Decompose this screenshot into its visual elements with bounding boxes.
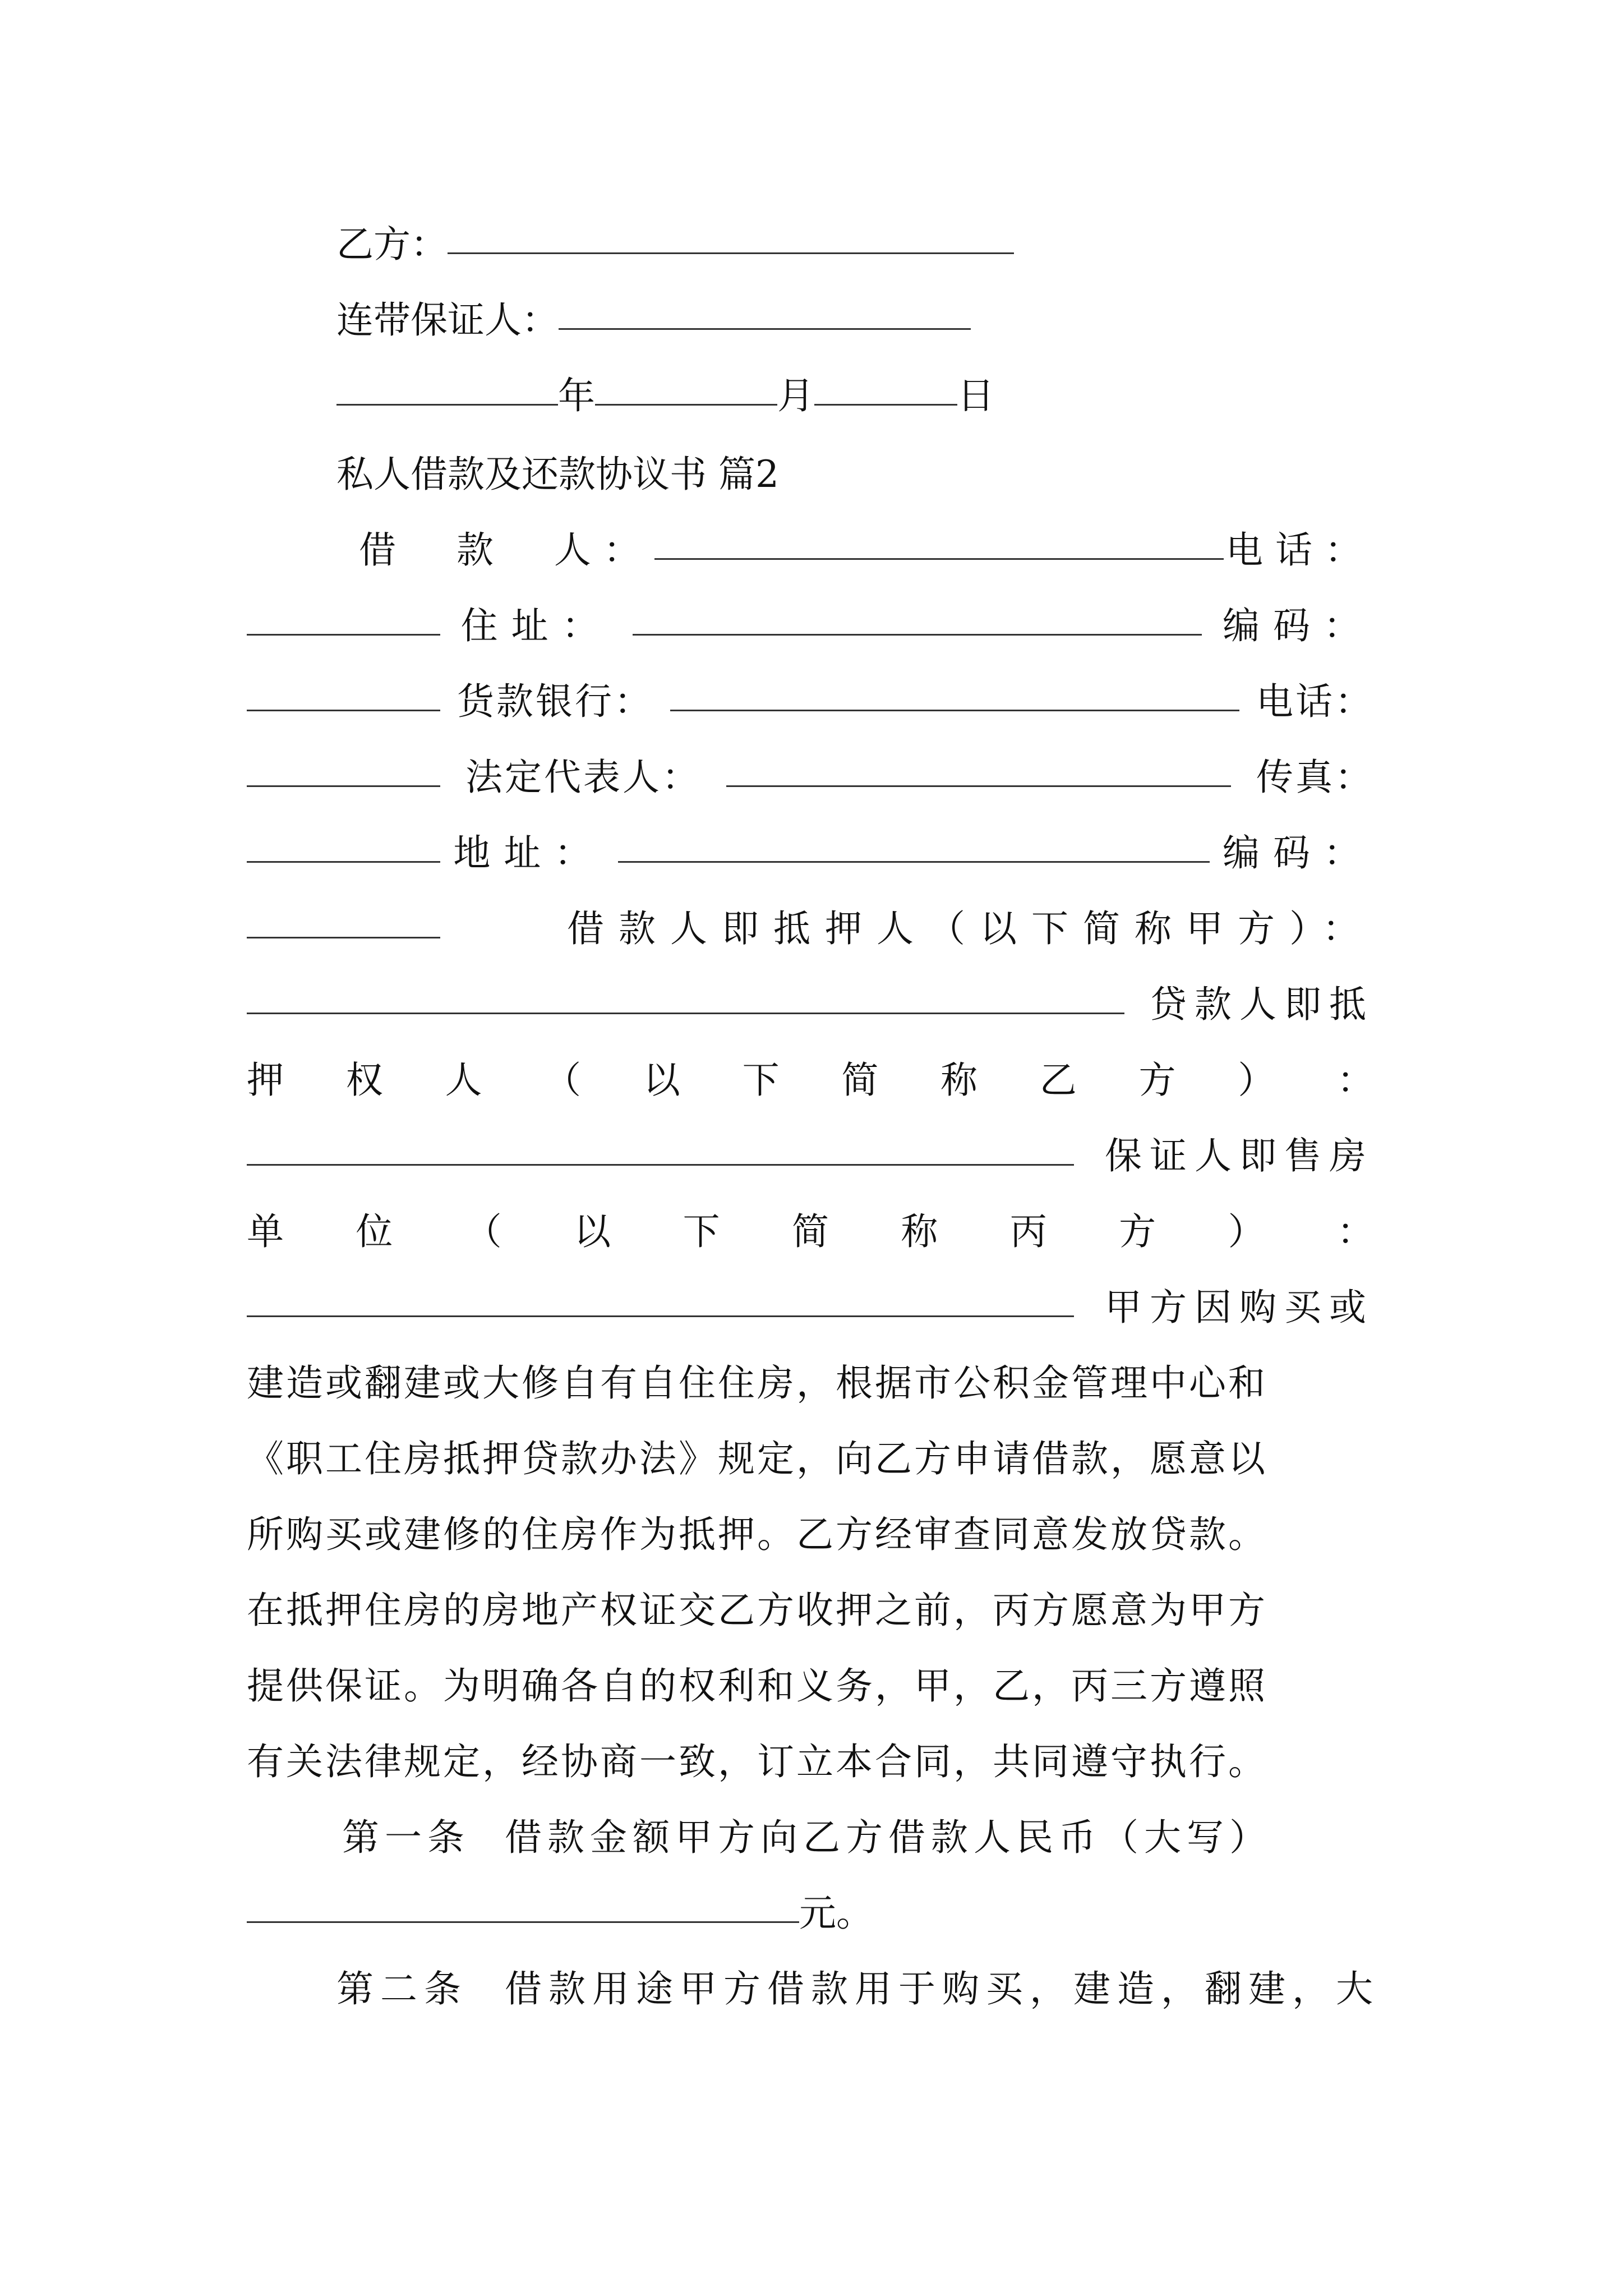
guarantor-char: 以 — [574, 1210, 611, 1253]
body-line — [247, 1731, 1385, 1793]
address1-code-label: 编码： — [1222, 604, 1374, 647]
guarantor-line — [336, 289, 1038, 352]
guarantor-char: 下 — [683, 1210, 720, 1253]
article-1-text: 第一条 借款金额甲方向乙方借款人民币（大写） — [342, 1816, 1272, 1859]
body-lead-text: 甲方因购买或 — [1105, 1286, 1374, 1329]
section-title-text: 私人借款及还款协议书 篇2 — [336, 453, 779, 496]
guarantor-char: 方 — [1119, 1210, 1156, 1253]
month-blank[interactable] — [595, 404, 777, 406]
body-lead-blank[interactable] — [247, 1315, 1074, 1317]
lender-def-line2 — [247, 1049, 1374, 1112]
body-line-text: 所购买或建修的住房作为抵押。乙方经审查同意发放贷款。 — [247, 1513, 1267, 1556]
bank-line — [247, 670, 1374, 733]
bank-phone-label: 电话： — [1256, 680, 1374, 723]
article-2-text: 第二条 借款用途甲方借款用于购买，建造，翻建，大 — [336, 1967, 1380, 2010]
body-line — [247, 1352, 1374, 1415]
lender-char: 简 — [841, 1059, 879, 1102]
body-line-text: 在抵押住房的房地产权证交乙方收押之前，丙方愿意为甲方 — [247, 1589, 1267, 1632]
year-blank[interactable] — [336, 404, 558, 406]
party-a-def-text: 借款人即抵押人（以下简称甲方）： — [567, 907, 1374, 950]
body-lead-line — [247, 1276, 1374, 1339]
borrower-line — [359, 519, 1374, 582]
day-blank[interactable] — [814, 404, 957, 406]
legal-rep-fax-label: 传真： — [1256, 756, 1374, 799]
lender-def-line1 — [247, 973, 1374, 1036]
bank-blank[interactable] — [670, 710, 1239, 711]
lender-char: 以 — [643, 1059, 680, 1102]
bank-lead-blank[interactable] — [247, 710, 440, 711]
lender-char: （ — [544, 1059, 582, 1102]
party-a-def-line — [247, 898, 1374, 960]
guarantor-char: ： — [1336, 1210, 1374, 1253]
article-1-unit: 元。 — [799, 1892, 873, 1935]
date-line — [336, 365, 1009, 427]
address2-line — [247, 822, 1374, 885]
body-line-text: 有关法律规定，经协商一致，订立本合同，共同遵守执行。 — [247, 1740, 1267, 1783]
borrower-blank[interactable] — [654, 558, 1224, 560]
lender-char: 方 — [1138, 1059, 1176, 1102]
lender-def-tail: 贷款人即抵 — [1150, 983, 1374, 1026]
article-1-amount-line — [247, 1882, 976, 1945]
guarantor-char: 丙 — [1009, 1210, 1047, 1253]
guarantor-def-line1 — [247, 1125, 1374, 1188]
body-line — [247, 1428, 1374, 1490]
body-line — [247, 1579, 1374, 1642]
address2-blank[interactable] — [618, 861, 1210, 863]
party-b-blank[interactable] — [448, 252, 1014, 254]
address1-lead-blank[interactable] — [247, 634, 440, 636]
guarantor-def-line2 — [247, 1200, 1374, 1263]
address1-blank[interactable] — [633, 634, 1202, 636]
lender-char: 称 — [940, 1059, 978, 1102]
lender-char: ： — [1336, 1059, 1374, 1102]
party-b-line — [336, 213, 1038, 276]
body-line-text: 《职工住房抵押贷款办法》规定，向乙方申请借款，愿意以 — [247, 1437, 1267, 1480]
address2-label: 地址： — [453, 831, 605, 875]
lender-char: 乙 — [1039, 1059, 1077, 1102]
body-line — [247, 1503, 1385, 1566]
guarantor-blank[interactable] — [559, 328, 971, 330]
body-line — [247, 1655, 1374, 1718]
guarantor-def-blank[interactable] — [247, 1164, 1074, 1166]
guarantor-char: 称 — [901, 1210, 938, 1253]
lender-char: 权 — [345, 1059, 383, 1102]
legal-rep-label: 法定代表人： — [465, 756, 701, 799]
party-a-lead-blank[interactable] — [247, 937, 440, 938]
day-label: 日 — [957, 374, 994, 417]
guarantor-char: 单 — [247, 1210, 284, 1253]
body-line-text: 提供保证。为明确各自的权利和义务，甲，乙，丙三方遵照 — [247, 1664, 1267, 1708]
lender-char: ） — [1238, 1059, 1275, 1102]
address2-lead-blank[interactable] — [247, 861, 440, 863]
party-b-label: 乙方： — [336, 223, 448, 266]
guarantor-char: ） — [1228, 1210, 1265, 1253]
address1-line — [247, 595, 1374, 657]
guarantor-def-tail: 保证人即售房 — [1105, 1134, 1374, 1177]
article-1-amount-blank[interactable] — [247, 1921, 799, 1923]
bank-label: 货款银行： — [457, 680, 653, 723]
legal-rep-blank[interactable] — [726, 785, 1231, 787]
guarantor-label: 连带保证人： — [336, 298, 559, 342]
address1-label: 住址： — [460, 604, 612, 647]
borrower-phone-label: 电话： — [1225, 528, 1374, 572]
section-title — [336, 443, 1234, 506]
article-2-line — [336, 1958, 1380, 2021]
guarantor-char: （ — [464, 1210, 502, 1253]
article-1-line — [342, 1806, 1374, 1869]
lender-char: 人 — [445, 1059, 482, 1102]
address2-code-label: 编码： — [1222, 831, 1374, 875]
guarantor-char: 简 — [791, 1210, 829, 1253]
lender-char: 下 — [742, 1059, 780, 1102]
month-label: 月 — [777, 374, 814, 417]
lender-char: 押 — [247, 1059, 284, 1102]
lender-blank[interactable] — [247, 1013, 1124, 1014]
guarantor-char: 位 — [356, 1210, 393, 1253]
borrower-label: 借 款 人： — [359, 528, 653, 572]
year-label: 年 — [558, 374, 595, 417]
legal-rep-lead-blank[interactable] — [247, 785, 440, 787]
legal-rep-line — [247, 746, 1374, 809]
body-line-text: 建造或翻建或大修自有自住住房，根据市公积金管理中心和 — [247, 1361, 1267, 1405]
